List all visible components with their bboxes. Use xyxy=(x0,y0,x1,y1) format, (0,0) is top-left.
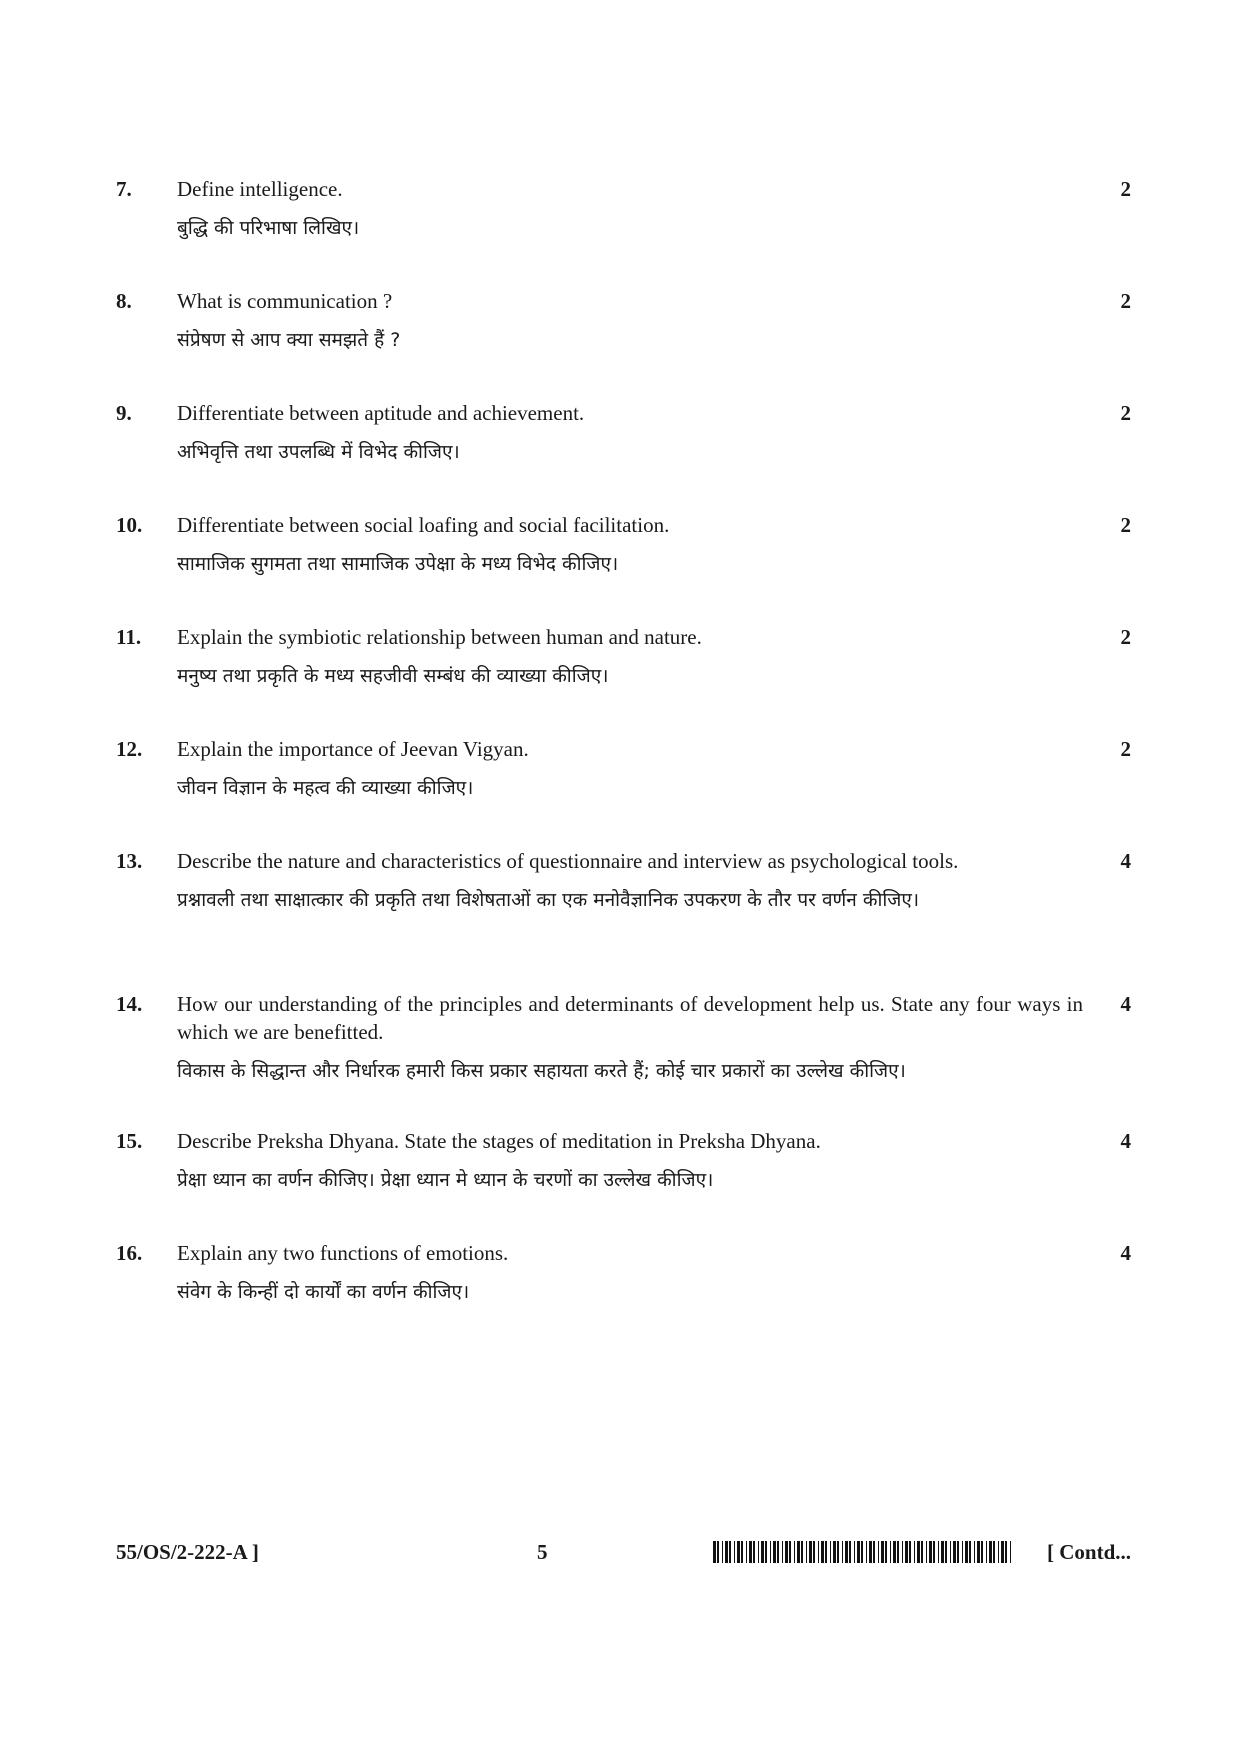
question-16 xyxy=(116,1239,1131,1307)
question-text-english: Differentiate between social loafing and social facilitation. xyxy=(177,513,670,537)
paper-code: 55/OS/2-222-A ] xyxy=(116,1540,259,1564)
question-marks: 2 xyxy=(1120,513,1131,537)
question-text-hindi: सामाजिक सुगमता तथा सामाजिक उपेक्षा के मध्य विभेद कीजिए। xyxy=(177,553,619,575)
question-number: 9. xyxy=(116,401,132,425)
question-text-hindi: संवेग के किन्हीं दो कार्यों का वर्णन कीजिए। xyxy=(177,1281,470,1303)
question-text-hindi: संप्रेषण से आप क्या समझते हैं ? xyxy=(177,329,401,351)
question-text-english: What is communication ? xyxy=(177,289,393,313)
continued-label: [ Contd... xyxy=(1046,1540,1131,1564)
page-number: 5 xyxy=(537,1540,548,1564)
question-marks: 2 xyxy=(1120,737,1131,761)
question-text-english: How our understanding of the principles and determinants of development help us. State any four ways in which we are benefitted. xyxy=(177,992,1083,1044)
question-number: 8. xyxy=(116,289,132,313)
question-marks: 4 xyxy=(1120,1241,1131,1265)
question-number: 13. xyxy=(116,849,143,873)
page-footer xyxy=(116,1537,1131,1567)
question-marks: 4 xyxy=(1120,1129,1131,1153)
question-text-english: Differentiate between aptitude and achievement. xyxy=(177,401,585,425)
question-text-hindi: प्रश्नावली तथा साक्षात्कार की प्रकृति तथा विशेषताओं का एक मनोवैज्ञानिक उपकरण के तौर पर वर्णन कीजिए। xyxy=(177,889,920,911)
question-marks: 4 xyxy=(1120,849,1131,873)
question-11 xyxy=(116,623,1131,691)
question-text-english: Define intelligence. xyxy=(177,177,343,201)
question-12 xyxy=(116,735,1131,803)
question-text-english: Describe Preksha Dhyana. State the stages of meditation in Preksha Dhyana. xyxy=(177,1129,821,1153)
question-number: 14. xyxy=(116,992,143,1016)
question-14 xyxy=(116,990,1131,1086)
question-marks: 2 xyxy=(1120,401,1131,425)
question-9 xyxy=(116,399,1131,467)
question-text-english: Describe the nature and characteristics of questionnaire and interview as psychological tools. xyxy=(177,849,959,873)
question-number: 10. xyxy=(116,513,143,537)
question-text-hindi: बुद्धि की परिभाषा लिखिए। xyxy=(177,217,360,239)
barcode-image xyxy=(713,1541,1013,1563)
question-number: 15. xyxy=(116,1129,143,1153)
question-7 xyxy=(116,175,1131,243)
question-text-hindi: प्रेक्षा ध्यान का वर्णन कीजिए। प्रेक्षा ध्यान मे ध्यान के चरणों का उल्लेख कीजिए। xyxy=(177,1169,714,1191)
question-text-english: Explain the symbiotic relationship between human and nature. xyxy=(177,625,702,649)
question-text-hindi: अभिवृत्ति तथा उपलब्धि में विभेद कीजिए। xyxy=(177,441,460,463)
question-number: 11. xyxy=(116,625,142,649)
question-text-hindi: जीवन विज्ञान के महत्व की व्याख्या कीजिए। xyxy=(177,777,474,799)
question-text-english: Explain any two functions of emotions. xyxy=(177,1241,509,1265)
question-13 xyxy=(116,847,1131,915)
question-text-english: Explain the importance of Jeevan Vigyan. xyxy=(177,737,529,761)
question-number: 12. xyxy=(116,737,143,761)
question-marks: 2 xyxy=(1120,177,1131,201)
question-marks: 2 xyxy=(1120,289,1131,313)
question-number: 16. xyxy=(116,1241,143,1265)
question-8 xyxy=(116,287,1131,355)
question-marks: 2 xyxy=(1120,625,1131,649)
question-15 xyxy=(116,1127,1131,1195)
question-text-hindi: विकास के सिद्धान्त और निर्धारक हमारी किस प्रकार सहायता करते हैं; कोई चार प्रकारों का उल्लेख कीजिए। xyxy=(177,1060,906,1082)
question-10 xyxy=(116,511,1131,579)
question-marks: 4 xyxy=(1120,992,1131,1016)
question-number: 7. xyxy=(116,177,132,201)
question-text-hindi: मनुष्य तथा प्रकृति के मध्य सहजीवी सम्बंध की व्याख्या कीजिए। xyxy=(177,665,609,687)
